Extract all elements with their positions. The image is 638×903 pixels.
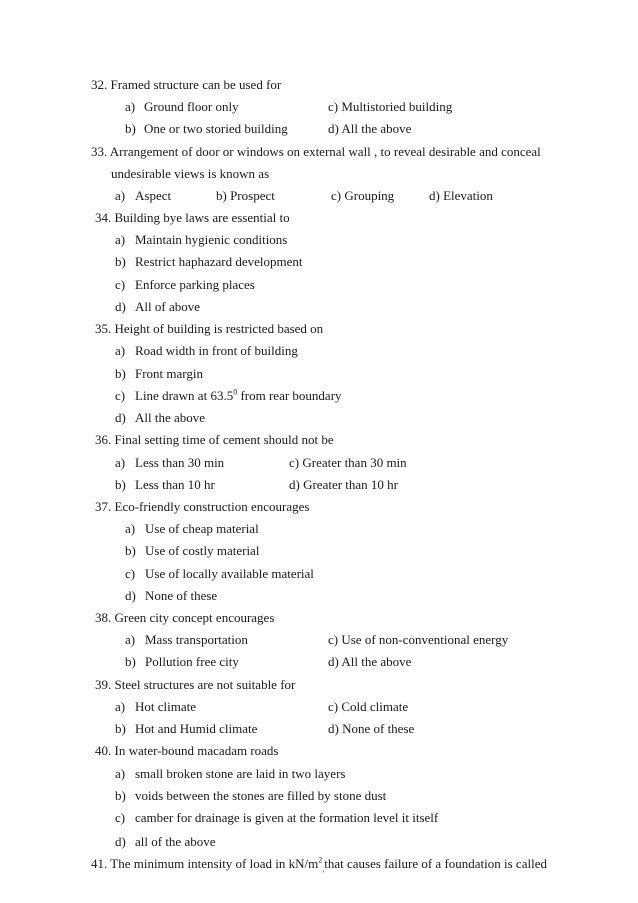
- q32-option-b: [125, 121, 288, 137]
- option-text: all of the above: [135, 834, 216, 849]
- question-35: 35. Height of building is restricted based on: [95, 321, 324, 336]
- q34-option-a: [115, 232, 287, 248]
- question-37: 37. Eco-friendly construction encourages: [95, 499, 310, 514]
- question-33-line1: 33. Arrangement of door or windows on external wall , to reveal desirable and conceal: [91, 144, 541, 159]
- question-34: 34. Building bye laws are essential to: [95, 210, 290, 225]
- option-text: All of above: [135, 299, 200, 314]
- q36-option-b: [115, 477, 215, 493]
- q33-option-a: [115, 188, 171, 204]
- option-text-after: from rear boundary: [237, 388, 342, 403]
- q33-option-c: c) Grouping: [331, 188, 395, 203]
- option-label: b): [115, 366, 126, 381]
- option-label: b): [115, 477, 126, 492]
- question-40: 40. In water-bound macadam roads: [95, 743, 279, 758]
- option-label: d): [125, 588, 136, 603]
- q37-option-d: [125, 588, 217, 604]
- q39-option-c: c) Cold climate: [328, 699, 409, 714]
- q35-option-b: [115, 366, 203, 382]
- q35-option-a: [115, 343, 298, 359]
- q38-option-b: [125, 654, 239, 670]
- q33-option-b: b) Prospect: [216, 188, 275, 203]
- option-text-before: Line drawn at 63.5: [135, 388, 234, 403]
- q33-option-d: d) Elevation: [429, 188, 493, 203]
- option-text: None of these: [145, 588, 218, 603]
- question-32: 32. Framed structure can be used for: [91, 77, 282, 92]
- option-label: b): [115, 788, 126, 803]
- option-label: a): [125, 632, 136, 647]
- q37-option-b: [125, 543, 259, 559]
- option-label: c): [115, 810, 126, 825]
- option-label: a): [115, 455, 126, 470]
- q36-option-a: [115, 455, 224, 471]
- q40-option-a: [115, 766, 345, 782]
- q35-option-d: [115, 410, 205, 426]
- q32-option-d: d) All the above: [328, 121, 412, 136]
- option-text: Mass transportation: [145, 632, 248, 647]
- option-label: a): [115, 232, 126, 247]
- option-text: Use of costly material: [145, 543, 260, 558]
- option-label: a): [115, 188, 126, 203]
- question-36: 36. Final setting time of cement should not be: [95, 432, 334, 447]
- q39-option-a: [115, 699, 196, 715]
- option-label: c): [125, 566, 136, 581]
- option-text: Aspect: [135, 188, 172, 203]
- q32-option-c: c) Multistoried building: [328, 99, 453, 114]
- question-text-before: 41. The minimum intensity of load in kN/m: [91, 856, 319, 871]
- option-label: b): [125, 121, 136, 136]
- q38-option-d: d) All the above: [328, 654, 412, 669]
- option-text: voids between the stones are filled by stone dust: [135, 788, 387, 803]
- option-text: Restrict haphazard development: [135, 254, 303, 269]
- option-text: Road width in front of building: [135, 343, 298, 358]
- option-text: Maintain hygienic conditions: [135, 232, 288, 247]
- option-text: Less than 10 hr: [135, 477, 215, 492]
- option-text: Enforce parking places: [135, 277, 255, 292]
- option-text: Use of locally available material: [145, 566, 314, 581]
- option-text: small broken stone are laid in two layers: [135, 766, 346, 781]
- option-label: c): [115, 388, 126, 403]
- degree-superscript: 0: [233, 387, 238, 397]
- option-label: a): [115, 343, 126, 358]
- option-text: camber for drainage is given at the formation level it itself: [135, 810, 439, 825]
- option-text: Pollution free city: [145, 654, 239, 669]
- q38-option-c: c) Use of non-conventional energy: [328, 632, 509, 647]
- option-text: Front margin: [135, 366, 204, 381]
- q38-option-a: [125, 632, 248, 648]
- option-label: d): [115, 410, 126, 425]
- q35-option-c: [115, 388, 342, 404]
- option-label: a): [115, 699, 126, 714]
- option-label: d): [115, 299, 126, 314]
- comma-subscript: ,: [322, 864, 325, 874]
- q40-option-d: [115, 834, 216, 850]
- squared-superscript: 2: [318, 855, 323, 865]
- q36-option-c: c) Greater than 30 min: [289, 455, 407, 470]
- option-label: b): [125, 654, 136, 669]
- option-text: [135, 388, 342, 403]
- question-41: [91, 856, 547, 872]
- option-text: Hot climate: [135, 699, 197, 714]
- option-text: All the above: [135, 410, 206, 425]
- q39-option-d: d) None of these: [328, 721, 415, 736]
- q34-option-c: [115, 277, 255, 293]
- option-label: c): [115, 277, 126, 292]
- option-label: a): [125, 521, 136, 536]
- question-38: 38. Green city concept encourages: [95, 610, 275, 625]
- q34-option-b: [115, 254, 303, 270]
- option-text: One or two storied building: [144, 121, 288, 136]
- option-label: a): [125, 99, 136, 114]
- q37-option-a: [125, 521, 259, 537]
- q37-option-c: [125, 566, 314, 582]
- q39-option-b: [115, 721, 257, 737]
- option-label: a): [115, 766, 126, 781]
- option-label: b): [115, 721, 126, 736]
- question-33-line2: undesirable views is known as: [111, 166, 270, 181]
- question-39: 39. Steel structures are not suitable for: [95, 677, 296, 692]
- q40-option-c: [115, 810, 438, 826]
- option-label: b): [125, 543, 136, 558]
- q32-option-a: [125, 99, 239, 115]
- option-label: b): [115, 254, 126, 269]
- option-text: Less than 30 min: [135, 455, 225, 470]
- option-text: Ground floor only: [144, 99, 239, 114]
- q36-option-d: d) Greater than 10 hr: [289, 477, 399, 492]
- q34-option-d: [115, 299, 200, 315]
- q40-option-b: [115, 788, 386, 804]
- question-text-after: that causes failure of a foundation is called: [324, 856, 547, 871]
- option-text: Use of cheap material: [145, 521, 259, 536]
- option-label: d): [115, 834, 126, 849]
- option-text: Hot and Humid climate: [135, 721, 258, 736]
